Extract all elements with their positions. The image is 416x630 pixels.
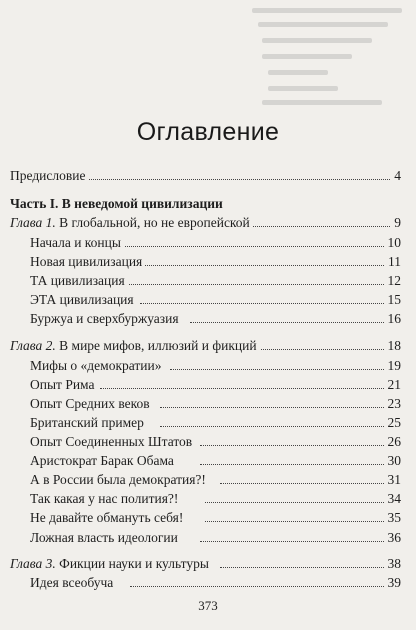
toc-entry-title: Опыт Рима [30,375,98,395]
dot-leader [170,369,396,370]
toc-entry[interactable] [0,413,416,433]
toc-entry-title [10,213,253,233]
toc-page-number: 36 [385,528,402,548]
toc-entry-title: Так какая у нас полития?! [30,489,181,509]
toc-entry-title: ЭТА цивилизация [30,290,137,310]
dot-leader [120,246,396,247]
toc-entry[interactable] [0,573,416,593]
chapter-title: В глобальной, но не европейской [59,215,250,230]
toc-page-number: 18 [385,336,402,356]
toc-page-number: 11 [385,252,401,272]
toc-page-number: 25 [385,413,402,433]
toc-entry-title: Мифы о «демократии» [30,356,165,376]
toc-page-number: 34 [385,489,402,509]
toc-entry-title: ТА цивилизация [30,271,128,291]
toc-page-number: 35 [385,508,402,528]
toc-entry[interactable] [0,233,416,253]
toc-entry-title: Аристократ Барак Обама [30,451,177,471]
toc-entry[interactable] [0,432,416,452]
dot-leader [200,464,396,465]
dot-leader [60,179,396,180]
show-through-text [0,0,416,118]
toc-entry[interactable] [0,356,416,376]
toc-entry-title: Начала и концы [30,233,124,253]
toc-part-heading[interactable] [0,194,416,214]
dot-leader [120,284,396,285]
toc-page-number: 10 [385,233,402,253]
toc-page-number: 9 [391,213,401,233]
toc-entry[interactable] [0,470,416,490]
chapter-label: Глава 2. [10,338,56,353]
toc-entry-title: Не давайте обмануть себя! [30,508,186,528]
chapter-label: Глава 1. [10,215,56,230]
toc-page-number: 31 [385,470,402,490]
chapter-label: Глава 3. [10,556,56,571]
toc-page-number: 30 [385,451,402,471]
toc-entry-title: Опыт Средних веков [30,394,153,414]
toc-entry-title: Британский пример [30,413,147,433]
toc-entry[interactable] [0,309,416,329]
toc-entry[interactable] [0,489,416,509]
toc-page-number: 26 [385,432,402,452]
toc-entry[interactable] [0,166,416,186]
toc-entry-title [10,336,260,356]
toc-entry-title [10,554,212,574]
toc-page-number: 19 [385,356,402,376]
toc-page-number: 38 [385,554,402,574]
dot-leader [200,445,396,446]
dot-leader [205,502,396,503]
toc-page-number: 15 [385,290,402,310]
toc-entry[interactable] [0,252,416,272]
toc-page-number: 21 [385,375,402,395]
toc-entry-title: Идея всеобуча [30,573,116,593]
toc-entry[interactable] [0,394,416,414]
dot-leader [250,349,396,350]
toc-entry[interactable] [0,508,416,528]
toc-chapter[interactable] [0,213,416,233]
toc-entry-title: Опыт Соединенных Штатов [30,432,195,452]
toc-entry[interactable] [0,528,416,548]
dot-leader [130,586,396,587]
toc-entry-title: Часть I. В неведомой цивилизации [10,194,226,214]
toc-entry-title: Новая цивилизация [30,252,145,272]
dot-leader [160,407,396,408]
toc-page-number: 12 [385,271,402,291]
chapter-title: В мире мифов, иллюзий и фикций [59,338,257,353]
page-number: 373 [198,598,218,613]
dot-leader [200,541,396,542]
toc-page-number: 4 [391,166,401,186]
dot-leader [140,265,396,266]
toc-entry[interactable] [0,375,416,395]
toc-entry-title: Буржуа и сверхбуржуазия [30,309,182,329]
toc-page-number: 16 [385,309,402,329]
chapter-title: Фикции науки и культуры [59,556,209,571]
dot-leader [190,322,396,323]
toc-page-number: 23 [385,394,402,414]
dot-leader [100,388,396,389]
toc-entry[interactable] [0,290,416,310]
dot-leader [140,303,396,304]
toc-page-number: 39 [385,573,402,593]
toc-entry[interactable] [0,451,416,471]
dot-leader [220,567,396,568]
page-title: Оглавление [136,118,280,146]
toc-entry[interactable] [0,271,416,291]
dot-leader [220,483,396,484]
toc-entry-title: Ложная власть идеологии [30,528,181,548]
dot-leader [160,426,396,427]
dot-leader [205,521,396,522]
toc-entry-title: Предисловие [10,166,88,186]
toc-chapter[interactable] [0,336,416,356]
toc-chapter[interactable] [0,554,416,574]
toc-entry-title: А в России была демократия?! [30,470,209,490]
